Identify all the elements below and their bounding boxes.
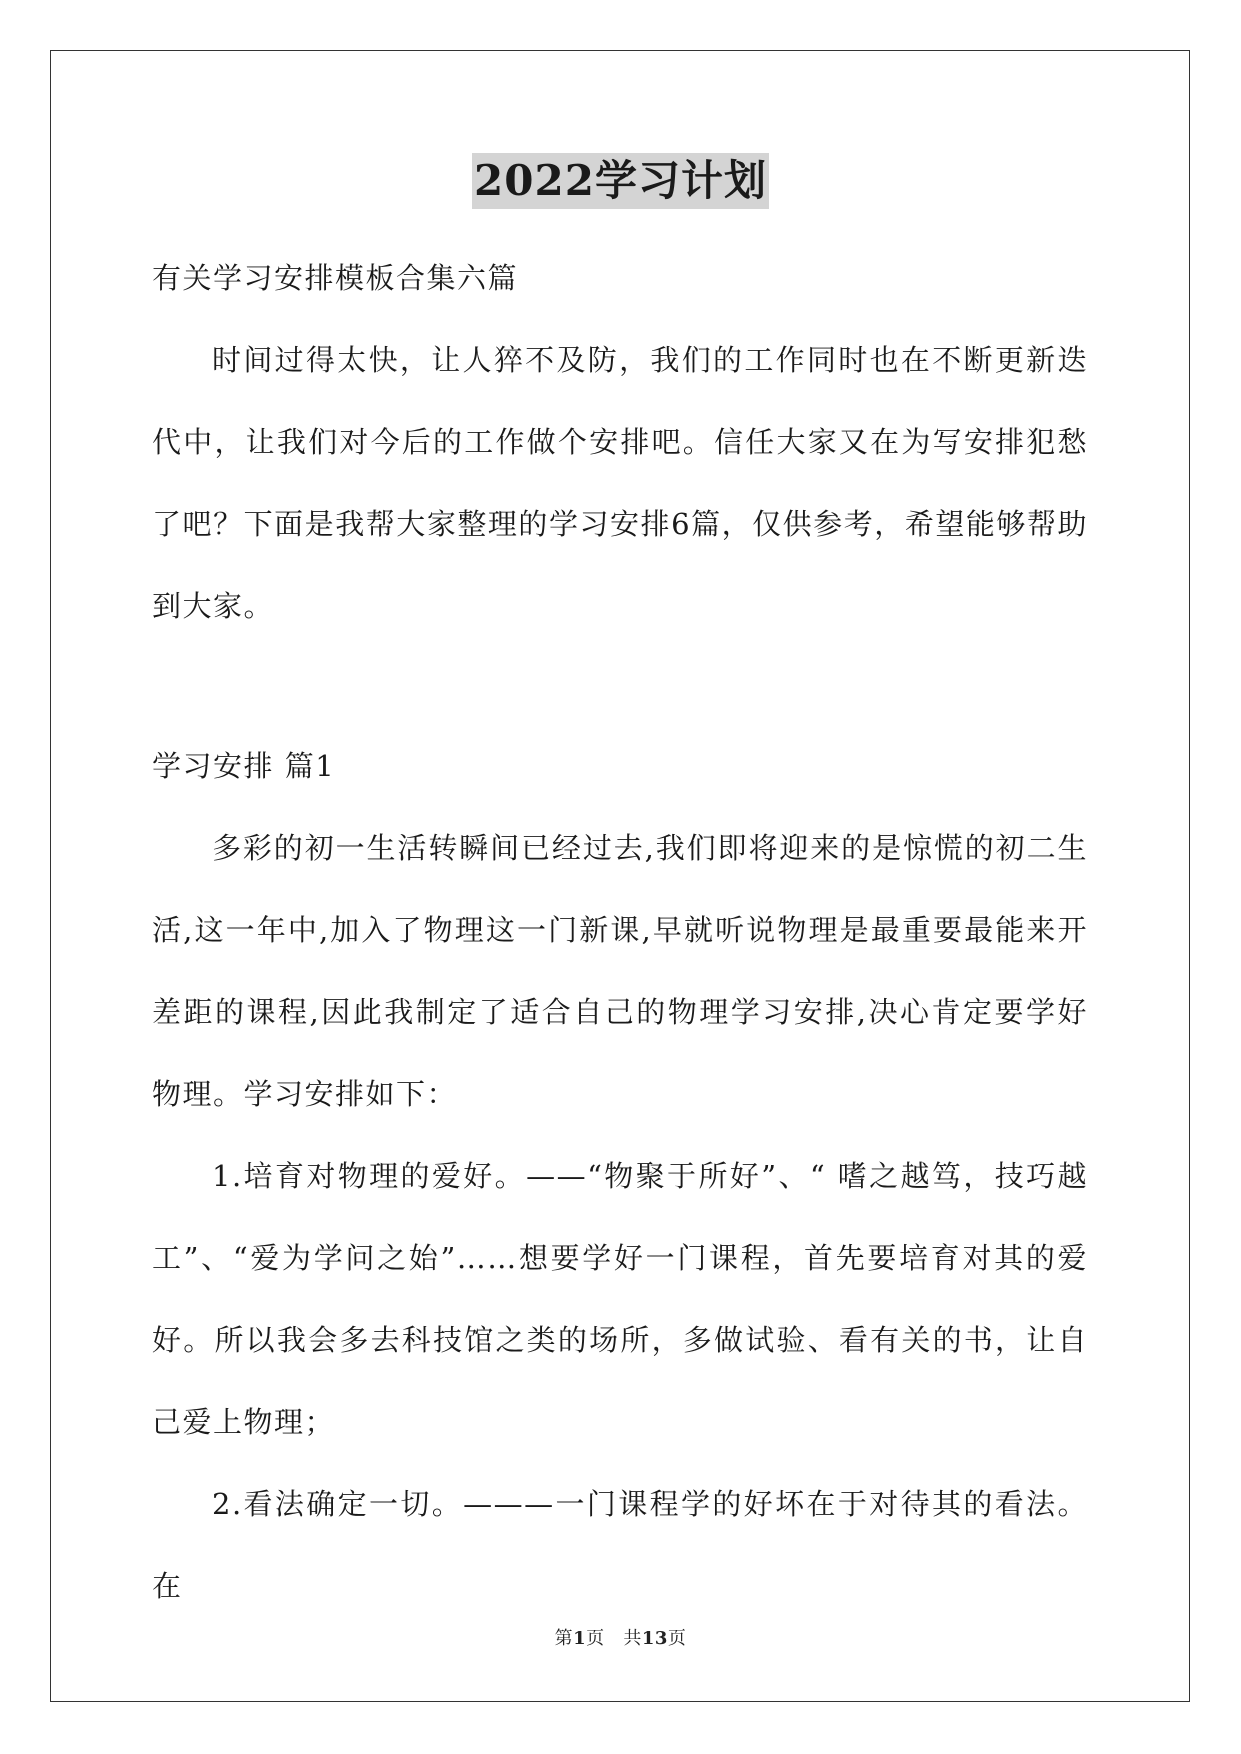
total-suffix: 页 [667, 1628, 687, 1649]
section-heading: 学习安排 篇1 [152, 749, 336, 783]
body-paragraph: 多彩的初一生活转瞬间已经过去,我们即将迎来的是惊慌的初二生活,这一年中,加入了物理这一门新课,早就听说物理是最重要最能来开差距的课程,因此我制定了适合自己的物理学习安排,决心肯定要学好物理。学习安排如下： [152, 831, 1088, 1111]
body-paragraph: 1.培育对物理的爱好。——“物聚于所好”、“ 嗜之越笃，技巧越工”、“爱为学问之始”……想要学好一门课程，首先要培育对其的爱好。所以我会多去科技馆之类的场所，多做试验、看有关的书，让自己爱上物理； [152, 1159, 1088, 1439]
body-paragraph: 2.看法确定一切。———一门课程学的好坏在于对待其的看法。在 [152, 1487, 1088, 1603]
total-prefix: 共 [623, 1628, 642, 1649]
document-title: 2022学习计划 [472, 153, 769, 209]
document-subtitle: 有关学习安排模板合集六篇 [152, 261, 519, 295]
intro-paragraph: 时间过得太快，让人猝不及防，我们的工作同时也在不断更新迭代中，让我们对今后的工作做个安排吧。信任大家又在为写安排犯愁了吧？下面是我帮大家整理的学习安排6篇，仅供参考，希望能够帮助到大家。 [152, 343, 1088, 623]
page-number: 1 [573, 1628, 587, 1649]
page-prefix: 第 [554, 1628, 574, 1649]
document-body [152, 237, 1088, 1627]
page-suffix: 页 [586, 1628, 605, 1649]
page-footer [0, 1624, 1241, 1650]
total-pages: 13 [641, 1628, 668, 1649]
title-container [0, 153, 1241, 209]
